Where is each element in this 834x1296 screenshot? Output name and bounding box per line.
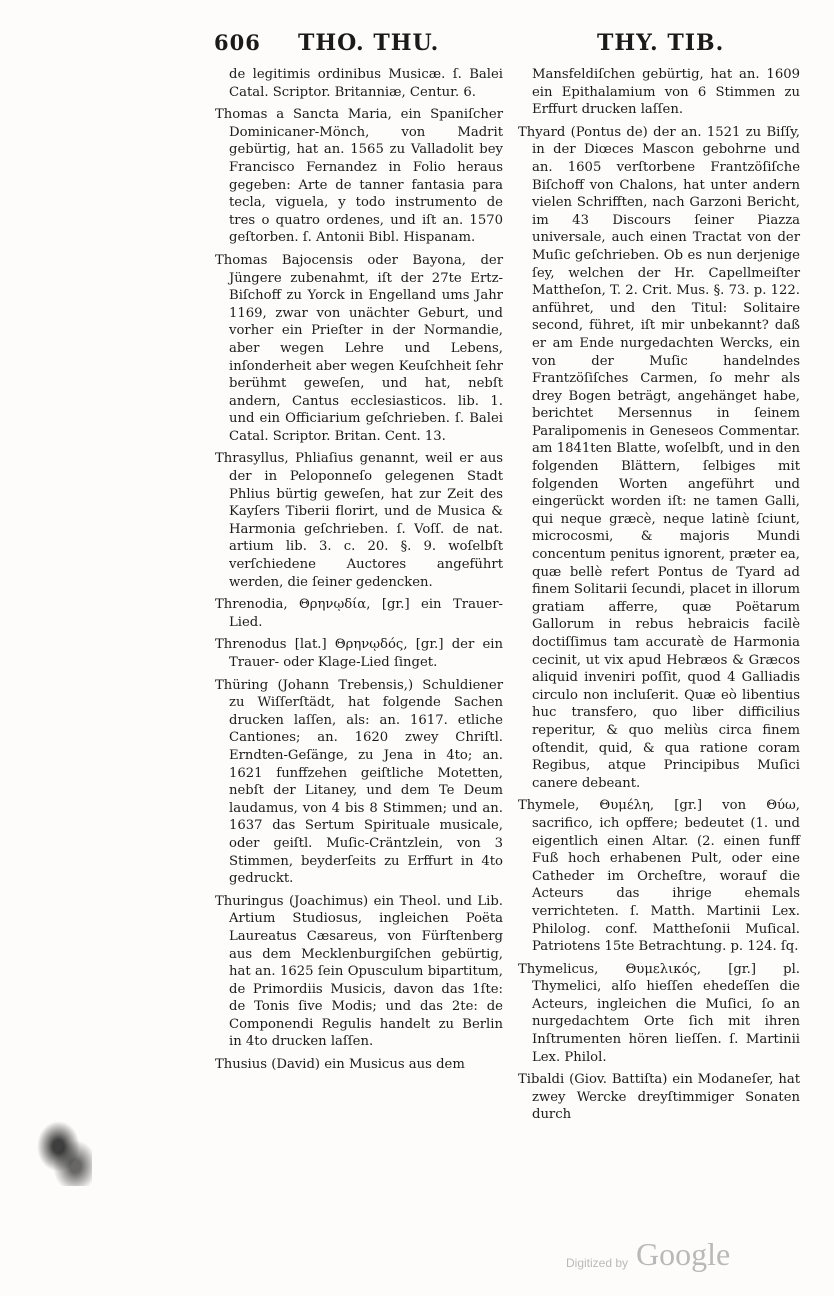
digitized-by-text: Digitized by xyxy=(566,1256,629,1270)
entry-thuering: Thüring (Johann Trebensis,) Schuldiener zu Wiſſerſtädt, hat folgende Sachen drucken laſſen, als: an. 1617. etliche Cantiones; an. 1620 zwey Chriſtl. Erndten-Geſänge, zu Jena in 4to; an. 1621 funffzehen geiſtliche Motetten, nebſt der Litaney, und dem Te Deum laudamus, von 4 bis 8 Stimmen; und an. 1637 das Sertum Spirituale musicale, oder geiſtl. Muſic-Cräntzlein, von 3 Stimmen, beyderſeits zu Erffurt in 4to gedruckt. xyxy=(215,677,503,887)
entry-threnodia: Threnodia, Θρηνῳδία, [gr.] ein Trauer-Lied. xyxy=(215,597,503,630)
right-column xyxy=(518,66,800,1129)
entry-thuringus: Thuringus (Joachimus) ein Theol. und Lib. Artium Studiosus, ingleichen Poëta Laureatus Cæsareus, von Fürſtenberg aus dem Mecklenburgiſchen gebürtig, hat an. 1625 ſein Opusculum bipartitum, de Primordiis Musicis, davon das 1ſte: de Tonis ſive Modis; und das 2te: de Componendi Regulis handelt zu Berlin in 4to drucken laſſen. xyxy=(215,893,503,1050)
entry-thusius: Thusius (David) ein Musicus aus dem xyxy=(215,1057,465,1073)
entry-continuation: Mansfeldiſchen gebürtig, hat an. 1609 ein Epithalamium von 6 Stimmen zu Erffurt drucken laſſen. xyxy=(532,67,800,118)
right-running-heading: THY. TIB. xyxy=(597,30,725,56)
left-column xyxy=(215,66,503,1079)
entry-continuation: de legitimis ordinibus Musicæ. ſ. Balei Catal. Scriptor. Britanniæ, Centur. 6. xyxy=(229,67,503,100)
entry-thrasyllus: Thrasyllus, Phliaſius genannt, weil er aus der in Peloponneſo gelegenen Stadt Phlius bürtig geweſen, hat zur Zeit des Kayſers Tiberii florirt, und de Musica & Harmonia geſchrieben. ſ. Voſſ. de nat. artium lib. 3. c. 20. §. 9. woſelbſt verſchiedene Auctores angeführt werden, die ſeiner gedencken. xyxy=(215,451,503,590)
entry-thomas-a-sancta-maria: Thomas a Sancta Maria, ein Spaniſcher Dominicaner-Mönch, von Madrit gebürtig, hat an. 1565 zu Valladolit bey Francisco Fernandez in Folio heraus gegeben: Arte de tanner fantasia para tecla, viguela, y todo instrumento de tres o quatro ordenes, und iſt an. 1570 geſtorben. ſ. Antonii Bibl. Hispanam. xyxy=(215,107,503,246)
entry-thymele: Thymele, Θυμέλη, [gr.] von Θύω, sacrifico, ich opffere; bedeutet (1. und eigentlich einen Altar. (2. einen funff Fuß hoch erhabenen Pult, oder eine Catheder im Orcheſtre, worauf die Acteurs das ihrige ehemals verrichteten. ſ. Matth. Martinii Lex. Philolog. conf. Mattheſonii Muſical. Patriotens 15te Betrachtung. p. 124. ſq. xyxy=(518,798,800,955)
google-logo: Google xyxy=(636,1236,731,1272)
left-running-heading: THO. THU. xyxy=(298,30,440,56)
ink-smudge xyxy=(36,1120,92,1186)
entry-thymelicus: Thymelicus, Θυμελικός, [gr.] pl. Thymelici, alſo hieſſen ehedeſſen die Acteurs, ingleichen die Muſici, ſo an nurgedachtem Orte ſich mit ihren Inſtrumenten hören lieſſen. ſ. Martinii Lex. Philol. xyxy=(518,961,800,1065)
page-number: 606 xyxy=(214,30,261,55)
entry-thomas-bajocensis: Thomas Bajocensis oder Bayona, der Jüngere zubenahmt, iſt der 27te Ertz-Biſchoff zu Yorck in Engelland ums Jahr 1169, zwar von unächter Geburt, und vorher ein Prieſter in der Normandie, aber wegen Lehre und Lebens, inſonderheit aber wegen Keuſchheit ſehr berühmt geweſen, und hat, nebſt andern, Cantus ecclesiasticos. lib. 1. und ein Officiarium geſchrieben. ſ. Balei Catal. Scriptor. Britan. Cent. 13. xyxy=(215,252,503,444)
entry-threnodus: Threnodus [lat.] Θρηνῳδός, [gr.] der ein Trauer- oder Klage-Lied ſinget. xyxy=(215,637,503,670)
entry-thyard: Thyard (Pontus de) der an. 1521 zu Biſſy, in der Diœces Mascon gebohrne und an. 1605 verſtorbene Frantzöſiſche Biſchoff von Chalons, hat unter andern vielen Schrifften, nach Garzoni Bericht, im 43 Discours ſeiner Piazza universale, auch einen Tractat von der Muſic geſchrieben. Ob es nun derjenige ſey, welchen der Hr. Capellmeiſter Mattheſon, T. 2. Crit. Mus. §. 73. p. 122. anführet, und den Titul: Solitaire second, führet, iſt mir unbekannt? daß er am Ende nurgedachten Wercks, ein von der Muſic handelndes Frantzöſiſches Carmen, ſo mehr als drey Bogen beträgt, angehänget habe, berichtet Mersennus in ſeinem Paralipomenis in Geneseos Commentar. am 1841ten Blatte, woſelbſt, und in den folgenden Blättern, ſelbiges mit folgenden Worten angeführt und eingerückt worden iſt: ne tamen Galli, qui neque græcè, neque latinè ſciunt, microcosmi, & majoris Mundi concentum penitus ignorent, præter ea, quæ bellè refert Pontus de Tyard ad finem Solitarii ſecundi, placet in illorum gratiam afferre, quæ Poëtarum Gallorum in rebus hebraicis facilè doctiſſimus tam accuratè de Harmonia cecinit, ut vix apud Hebræos & Græcos aliquid inveniri poſſit, quod 4 Galliadis circulo non incluſerit. Quæ eò libentius huc transfero, quo liber difficilius reperitur, & quo meliùs circa finem oſtendit, quid, & qua ratione coram Regibus, atque Principibus Muſici canere debeant. xyxy=(518,124,800,791)
running-header xyxy=(0,30,834,62)
entry-tibaldi: Tibaldi (Giov. Battiſta) ein Modaneſer, hat zwey Wercke dreyſtimmiger Sonaten durch xyxy=(518,1072,800,1123)
